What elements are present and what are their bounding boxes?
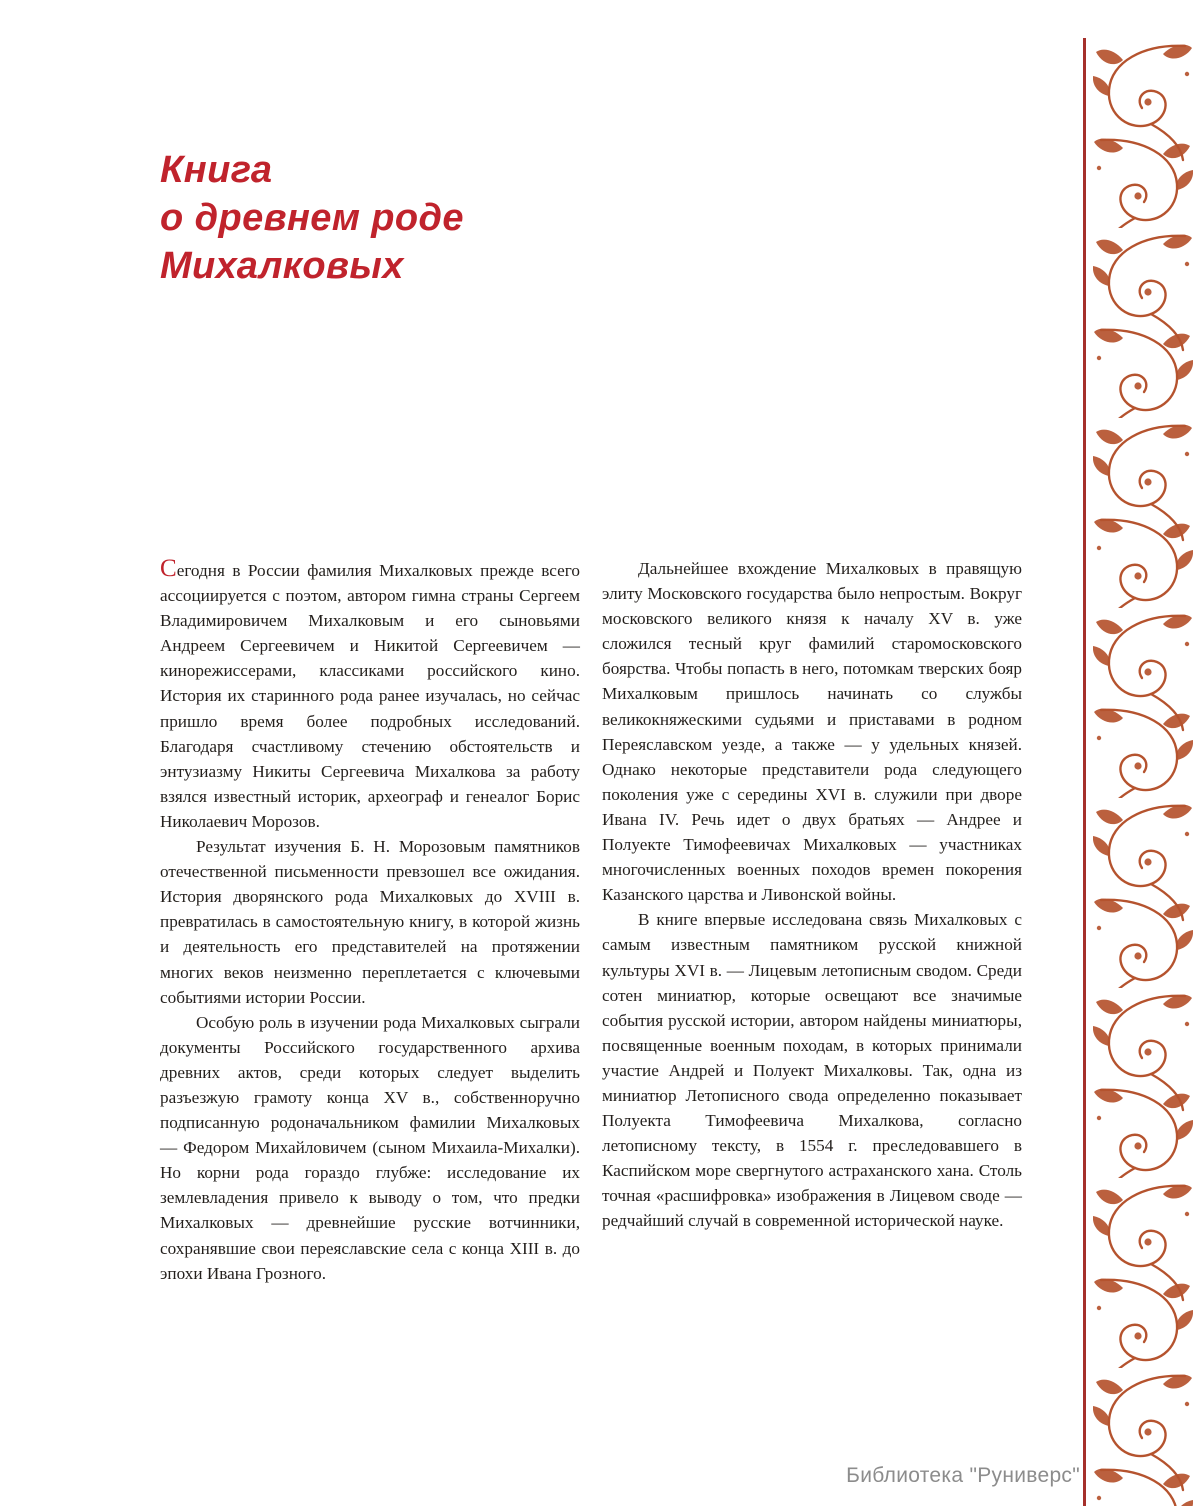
dropcap-initial: С (160, 555, 177, 582)
watermark-library-credit: Библиотека "Руниверс" (846, 1464, 1080, 1487)
paragraph: Результат изучения Б. Н. Морозовым памятников отечественной письменности превзошел все ожидания. История дворянского рода Михалковых до XVIII в. превратилась в самостоятельную книгу, в которой жизнь и деятельность его представителей на протяжении многих веков неизменно переплетается с ключевыми событиями истории России. (160, 837, 580, 1007)
paragraph-text: егодня в России фамилия Михалковых прежде всего ассоциируется с поэтом, автором гимна страны Сергеем Владимировичем Михалковым и его сыновьями Андреем Сергеевичем и Никитой Сергеевичем — кинорежиссерами, классиками российского кино. История их старинного рода ранее изучалась, но сейчас пришло время более подробных исследований. Благодаря счастливому стечению обстоятельств и энтузиазму Никиты Сергеевича Михалкова за работу взялся известный историк, археограф и генеалог Борис Николаевич Морозов. (160, 561, 580, 831)
title-line-1: Книга (160, 149, 273, 191)
right-column (602, 556, 1022, 1286)
vertical-rule (1083, 38, 1086, 1506)
paragraph (160, 556, 580, 834)
text-columns (160, 556, 1022, 1286)
ornament-border (1093, 38, 1193, 1506)
paragraph: Дальнейшее вхождение Михалковых в правящую элиту Московского государства было непростым. Вокруг московского великого князя к началу XV в. уже сложился тесный круг фамилий старомосковского боярства. Чтобы попасть в него, потомкам тверских бояр Михалковым пришлось начинать со службы великокняжескими судьями и приставами в родном Переяславском уезде, а также — у удельных князей. Однако некоторые представители рода следующего поколения уже с середины XVI в. служили при дворе Ивана IV. Речь идет о двух братьях — Андрее и Полуекте Тимофеевичах Михалковых — участниках многочисленных военных походов времен покорения Казанского царства и Ливонской войны. (602, 559, 1022, 905)
title-line-3: Михалковых (160, 245, 404, 287)
title-line-2: о древнем роде (160, 197, 464, 239)
floral-vine-ornament-icon (1093, 38, 1193, 1506)
paragraph: В книге впервые исследована связь Михалковых с самым известным памятником русской книжной культуры XVI в. — Лицевым летописным сводом. Среди сотен миниатюр, которые освещают все значимые события русской истории, автором найдены миниатюры, посвященные военным походам, в которых принимали участие Андрей и Полуект Михалковы. Так, одна из миниатюр Летописного свода определенно показывает Полуекта Тимофеевича Михалкова, согласно летописному тексту, в 1554 г. преследовавшего в Каспийском море свергнутого астраханского хана. Столь точная «расшифровка» изображения в Лицевом своде — редчайший случай в современной исторической науке. (602, 910, 1022, 1231)
page-title (160, 146, 464, 290)
left-column (160, 556, 580, 1286)
paragraph: Особую роль в изучении рода Михалковых сыграли документы Российского государственного архива древних актов, среди которых следует выделить разъезжую грамоту конца XV в., собственноручно подписанную родоначальником фамилии Михалковых — Федором Михайловичем (сыном Михаила-Михалки). Но корни рода гораздо глубже: исследование их землевладения привело к выводу о том, что предки Михалковых — древнейшие русские вотчинники, сохранявшие свои переяславские села с конца XIII в. до эпохи Ивана Грозного. (160, 1012, 580, 1283)
